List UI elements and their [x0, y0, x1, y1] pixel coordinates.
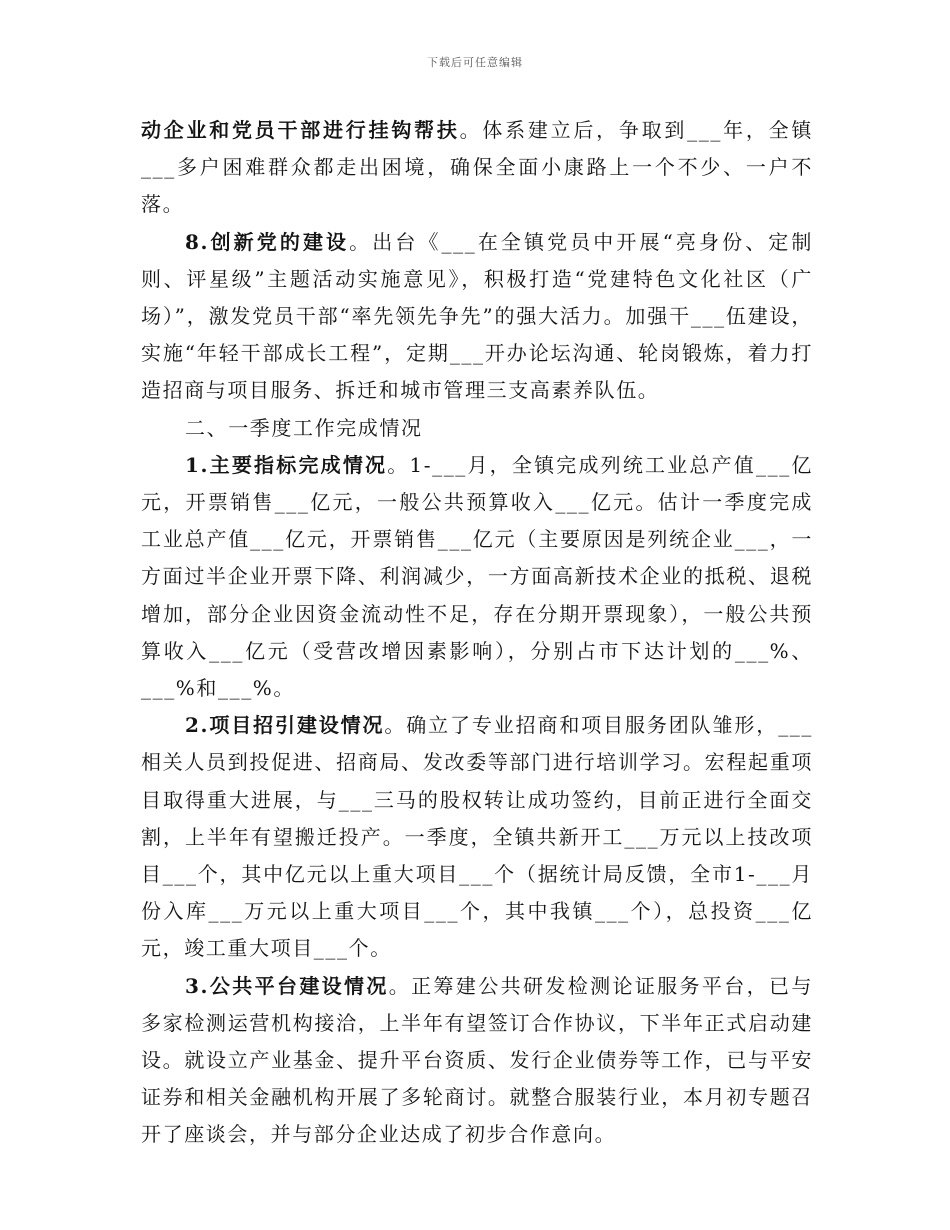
paragraph-indicators-text: 。1-___月，全镇完成列统工业总产值___亿元，开票销售___亿元，一般公共预算收入___亿元。估计一季度完成工业总产值___亿元，开票销售___亿元（主要原因是列统企业___，一方面过半企业开票下降、利润减少，一方面高新技术企业的抵税、退税增加，部分企业因资金流动性不足，存在分期开票现象），一般公共预算收入___亿元（受营改增因素影响），分别占市下达计划的___%、___%和___%。 — [141, 452, 813, 701]
paragraph-support — [141, 112, 813, 224]
paragraph-indicators — [141, 447, 813, 707]
section-heading-q1: 二、一季度工作完成情况 — [185, 415, 423, 440]
paragraph-indicators-lead: 1.主要指标完成情况 — [185, 452, 388, 477]
paragraph-support-lead: 动企业和党员干部进行挂钩帮扶 — [141, 118, 460, 142]
paragraph-projects-text: 。确立了专业招商和项目服务团队雏形，___相关人员到投促进、招商局、发改委等部门进行培训学习。宏程起重项目取得重大进展，与___三马的股权转让成功签约，目前正进行全面交割，上半年有望搬迁投产。一季度，全镇共新开工___万元以上技改项目___个，其中亿元以上重大项目___个（据统计局反馈，全市1-___月份入库___万元以上重大项目___个，其中我镇___个），总投资___亿元，竣工重大项目___个。 — [141, 713, 813, 961]
paragraph-party-building — [141, 224, 813, 410]
paragraph-party-building-lead: 8.创新党的建设 — [185, 229, 350, 254]
paragraph-platform — [141, 968, 813, 1154]
paragraph-projects — [141, 707, 813, 967]
document-body — [141, 112, 813, 1154]
paragraph-party-building-text: 。出台《___在全镇党员中开展“亮身份、定制则、评星级”主题活动实施意见》，积极打造“党建特色文化社区（广场）”，激发党员干部“率先领先争先”的强大活力。加强干___伍建设，实施“年轻干部成长工程”，定期___开办论坛沟通、轮岗锻炼，着力打造招商与项目服务、拆迁和城市管理三支高素养队伍。 — [141, 229, 813, 403]
paragraph-platform-lead: 3.公共平台建设情况 — [185, 973, 389, 998]
paragraph-platform-text: 。正筹建公共研发检测论证服务平台，已与多家检测运营机构接洽，上半年有望签订合作协议，下半年正式启动建设。就设立产业基金、提升平台资质、发行企业债券等工作，已与平安证券和相关金融机构开展了多轮商讨。就整合服装行业，本月初专题召开了座谈会，并与部分企业达成了初步合作意向。 — [141, 973, 813, 1147]
paragraph-projects-lead: 2.项目招引建设情况 — [185, 713, 385, 738]
paragraph-support-text: 。体系建立后，争取到___年，全镇___多户困难群众都走出困境，确保全面小康路上一个不少、一户不落。 — [141, 118, 814, 217]
page-header: 下载后可任意编辑 — [427, 56, 523, 69]
